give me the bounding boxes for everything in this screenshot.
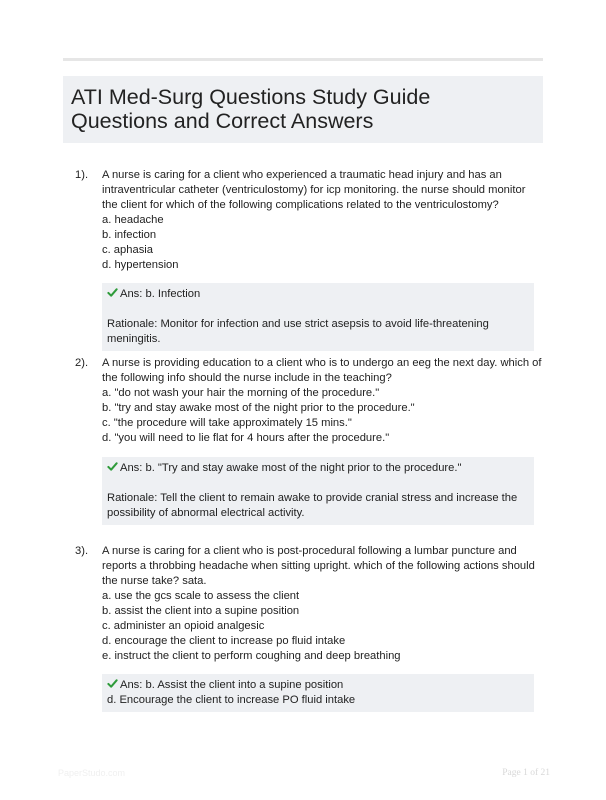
- footer-watermark: PaperStudo.com: [58, 768, 126, 778]
- top-divider: [63, 58, 543, 61]
- rationale-text: Rationale: Tell the client to remain awake to provide cranial stress and increase the possibility of abnormal electrical activity.: [107, 492, 518, 519]
- option: e. instruct the client to perform coughing and deep breathing: [102, 650, 401, 662]
- check-icon: [107, 461, 118, 472]
- title-banner: [63, 76, 543, 143]
- answer-text: Ans: b. "Try and stay awake most of the night prior to the procedure.": [120, 462, 462, 474]
- question-text: A nurse is providing education to a client who is to undergo an eeg the next day. which of the following info should the nurse include in the teaching?: [102, 357, 542, 384]
- check-icon: [107, 678, 118, 689]
- option: b. assist the client into a supine position: [102, 605, 300, 617]
- question-body: [102, 356, 542, 446]
- answer-box: [102, 457, 534, 525]
- question-body: [102, 544, 542, 664]
- check-icon: [107, 287, 118, 298]
- question-text: A nurse is caring for a client who experienced a traumatic head injury and has an intraventricular catheter (ventriculostomy) for icp monitoring. the nurse should monitor the client for which of the following complications related to the ventriculostomy?: [102, 169, 526, 211]
- question-number: 2).: [75, 357, 89, 369]
- question-text: A nurse is caring for a client who is post-procedural following a lumbar puncture and reports a throbbing headache when sitting upright. which of the following actions should the nurse take? sata.: [102, 545, 535, 587]
- question-number: 3).: [75, 545, 89, 557]
- question-body: [102, 168, 542, 273]
- option: b. "try and stay awake most of the night prior to the procedure.": [102, 402, 415, 414]
- option: a. headache: [102, 214, 164, 226]
- answer-text: Ans: b. Assist the client into a supine position: [120, 679, 344, 691]
- page-number: Page 1 of 21: [502, 768, 550, 778]
- option: c. administer an opioid analgesic: [102, 620, 265, 632]
- answer-extra-text: d. Encourage the client to increase PO fluid intake: [107, 694, 356, 706]
- answer-text: Ans: b. Infection: [120, 288, 201, 300]
- option: c. aphasia: [102, 244, 153, 256]
- rationale-text: Rationale: Monitor for infection and use strict asepsis to avoid life-threatening meningitis.: [107, 318, 489, 345]
- document-title: ATI Med-Surg Questions Study Guide Questions and Correct Answers: [71, 85, 431, 133]
- answer-box: [102, 674, 534, 712]
- answer-box: [102, 283, 534, 351]
- option: b. infection: [102, 229, 157, 241]
- option: d. "you will need to lie flat for 4 hours after the procedure.": [102, 432, 390, 444]
- question-number: 1).: [75, 169, 89, 181]
- option: a. use the gcs scale to assess the client: [102, 590, 300, 602]
- option: d. hypertension: [102, 259, 179, 271]
- option: a. "do not wash your hair the morning of the procedure.": [102, 387, 380, 399]
- option: d. encourage the client to increase po fluid intake: [102, 635, 346, 647]
- option: c. "the procedure will take approximately 15 mins.": [102, 417, 352, 429]
